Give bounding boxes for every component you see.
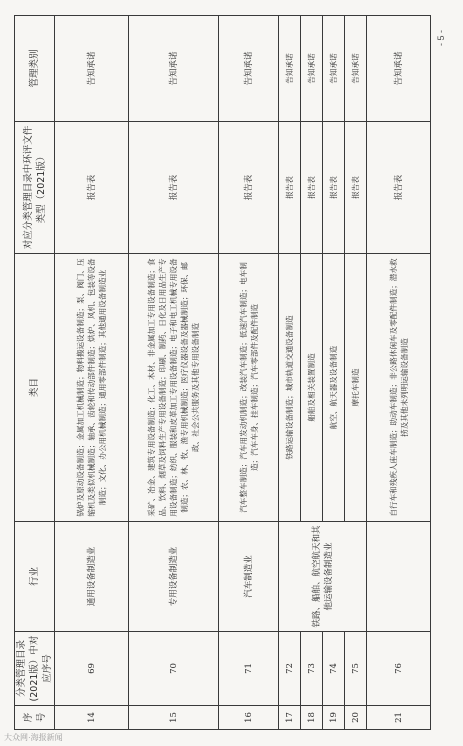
page-number: - 5 - (436, 29, 446, 46)
code-cell: 71 (219, 632, 279, 706)
code-cell: 72 (279, 632, 301, 706)
category-cell: 自行车和残疾人座车制造；助动车制造；非公路休闲车及零配件制造；潜水救捞及其他未列明运输设备制造 (367, 254, 431, 522)
table-header-row (15, 16, 55, 730)
table-row (55, 16, 129, 730)
management-cell: 告知承诺 (279, 16, 301, 122)
seq-cell: 17 (279, 706, 301, 730)
category-cell: 摩托车制造 (345, 254, 367, 522)
header-category: 类目 (15, 254, 55, 522)
category-cell: 航空、航天器及设备制造 (323, 254, 345, 522)
report-cell: 报告表 (129, 122, 219, 254)
category-cell: 采矿、冶金、建筑专用设备制造；化工、木材、非金属加工专用设备制造；食品、饮料、烟草及饲料生产专用设备制造；印刷、制药、日化及日用品生产专用设备制造；纺织、服装和皮革加工专用设备制造；电子和电工机械专用设备制造；农、林、牧、渔专用机械制造；医疗仪器设备及器械制造；环保、邮政、社会公共服务及其他专用设备制造 (129, 254, 219, 522)
seq-cell: 20 (345, 706, 367, 730)
management-cell: 告知承诺 (345, 16, 367, 122)
table-row (219, 16, 279, 730)
management-cell: 告知承诺 (55, 16, 129, 122)
category-cell: 汽车整车制造；汽车用发动机制造；改装汽车制造；低速汽车制造；电车制造；汽车车身、挂车制造；汽车零部件及配件制造 (219, 254, 279, 522)
report-cell: 报告表 (219, 122, 279, 254)
code-cell: 76 (367, 632, 431, 706)
watermark: 大众网·海报新闻 (4, 733, 63, 742)
category-cell: 铁路运输设备制造；城市轨道交通设备制造 (279, 254, 301, 522)
code-cell: 74 (323, 632, 345, 706)
industry-cell: 通用设备制造业 (55, 522, 129, 632)
industry-cell: 汽车制造业 (219, 522, 279, 632)
header-management: 管理类别 (15, 16, 55, 122)
report-cell: 报告表 (367, 122, 431, 254)
seq-cell: 19 (323, 706, 345, 730)
seq-cell: 16 (219, 706, 279, 730)
seq-cell: 21 (367, 706, 431, 730)
category-cell: 锅炉及原动设备制造；金属加工机械制造；物料搬运设备制造；泵、阀门、压缩机及类似机械制造；轴承、齿轮和传动部件制造；烘炉、风机、包装等设备制造；文化、办公用机械制造；通用零部件制造；其他通用设备制造业 (55, 254, 129, 522)
industry-cell: 铁路、船舶、航空航天和其他运输设备制造业 (279, 522, 367, 632)
table-row (367, 16, 431, 730)
code-cell: 75 (345, 632, 367, 706)
management-cell: 告知承诺 (323, 16, 345, 122)
table-row (129, 16, 219, 730)
management-cell: 告知承诺 (367, 16, 431, 122)
management-cell: 告知承诺 (301, 16, 323, 122)
table-row (279, 16, 301, 730)
code-cell: 69 (55, 632, 129, 706)
report-cell: 报告表 (301, 122, 323, 254)
code-cell: 70 (129, 632, 219, 706)
management-cell: 告知承诺 (129, 16, 219, 122)
report-cell: 报告表 (279, 122, 301, 254)
classification-table (14, 15, 431, 730)
category-cell: 船舶及相关装置制造 (301, 254, 323, 522)
industry-cell: 专用设备制造业 (129, 522, 219, 632)
code-cell: 73 (301, 632, 323, 706)
header-report-type: 对应分类管理目录中环评文件类型（2021版） (15, 122, 55, 254)
seq-cell: 15 (129, 706, 219, 730)
report-cell: 报告表 (345, 122, 367, 254)
report-cell: 报告表 (323, 122, 345, 254)
industry-cell (367, 522, 431, 632)
header-industry: 行业 (15, 522, 55, 632)
seq-cell: 18 (301, 706, 323, 730)
seq-cell: 14 (55, 706, 129, 730)
header-seq: 序号 (15, 706, 55, 730)
report-cell: 报告表 (55, 122, 129, 254)
header-code: 分类管理目录(2021版）中对应序号 (15, 632, 55, 706)
management-cell: 告知承诺 (219, 16, 279, 122)
